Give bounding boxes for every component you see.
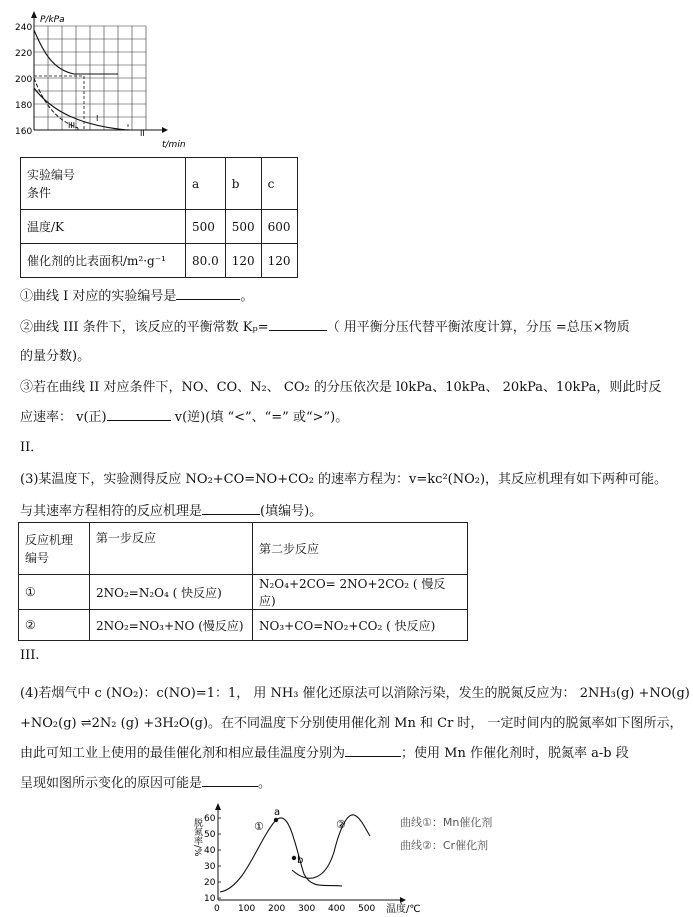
question-line bbox=[20, 406, 348, 425]
x-tick-300: 300 bbox=[298, 904, 316, 914]
question-text: 由此可知工业上使用的最佳催化剂和相应最佳温度分别为 bbox=[20, 746, 346, 761]
y-tick-160: 160 bbox=[15, 127, 33, 137]
y-tick-220: 220 bbox=[15, 49, 33, 59]
cell-a: 500 bbox=[186, 210, 226, 244]
point-b bbox=[292, 856, 296, 860]
header-label-experiment: 实验编号 bbox=[27, 167, 76, 182]
table-row bbox=[21, 210, 298, 244]
y-axis-arrow bbox=[215, 803, 221, 810]
question-text: ①曲线 I 对应的实验编号是 bbox=[20, 289, 177, 304]
table-row bbox=[19, 575, 468, 610]
question-line bbox=[20, 285, 253, 304]
header-cell-b: b bbox=[225, 158, 261, 210]
step1-cell: 2NO₂=NO₃+NO (慢反应) bbox=[90, 610, 253, 641]
chart-grid bbox=[34, 26, 146, 130]
legend-mn: 曲线①：Mn催化剂 bbox=[400, 816, 493, 829]
point-a bbox=[274, 818, 278, 822]
step1-cell: 2NO₂=N₂O₄ ( 快反应) bbox=[90, 575, 253, 610]
table-header-row bbox=[19, 523, 468, 575]
curve-cr bbox=[292, 815, 370, 878]
curve-label-1: ① bbox=[254, 820, 264, 833]
y-tick-40: 40 bbox=[204, 846, 216, 856]
answer-blank[interactable] bbox=[345, 745, 401, 757]
question-line bbox=[20, 316, 630, 335]
cell-c: 120 bbox=[261, 244, 297, 278]
point-label-b: b bbox=[297, 855, 304, 866]
answer-blank[interactable] bbox=[269, 319, 327, 331]
curve-label-2: ② bbox=[336, 818, 346, 831]
answer-blank[interactable] bbox=[176, 288, 240, 300]
curve-label-ii: II bbox=[140, 129, 145, 138]
cell-c: 600 bbox=[261, 210, 297, 244]
question-line: (4)若烟气中 c (NO₂)：c(NO)=1：1， 用 NH₃ 催化还原法可以消除污染，发生的脱氮反应为： 2NH₃(g) +NO(g) bbox=[20, 686, 690, 701]
question-text: (填编号)。 bbox=[260, 504, 323, 519]
question-text: 。 bbox=[240, 289, 254, 304]
y-tick-180: 180 bbox=[15, 101, 33, 111]
header-cell-a: a bbox=[186, 158, 226, 210]
x-tick-200: 200 bbox=[268, 904, 286, 914]
table-header-row bbox=[21, 158, 298, 210]
curve-label-iii: III bbox=[68, 121, 76, 130]
question-line: +NO₂(g) ⇌2N₂ (g) +3H₂O(g)。在不同温度下分别使用催化剂 Mn 和 Cr 时， 一定时间内的脱氮率如下图所示， bbox=[20, 716, 683, 731]
question-text: 呈现如图所示变化的原因可能是 bbox=[20, 776, 203, 791]
step2-cell: N₂O₄+2CO= 2NO+2CO₂ ( 慢反应) bbox=[253, 575, 468, 610]
legend-cr: 曲线②：Cr催化剂 bbox=[400, 839, 489, 852]
question-text: 。 bbox=[258, 776, 272, 791]
y-tick-30: 30 bbox=[204, 862, 216, 872]
x-axis-arrow bbox=[400, 897, 406, 903]
question-line: ③若在曲线 II 对应条件下，NO、CO、N₂、 CO₂ 的分压依次是 l0kPa、10kPa、 20kPa、10kPa，则此时反 bbox=[20, 380, 662, 395]
section-heading: III. bbox=[20, 648, 40, 663]
question-text: 与其速率方程相符的反应机理是 bbox=[20, 504, 203, 519]
question-text: （ 用平衡分压代替平衡浓度计算，分压 =总压×物质 bbox=[326, 320, 630, 335]
y-tick-10: 10 bbox=[204, 894, 216, 904]
y-axis-label: P/kPa bbox=[40, 15, 65, 25]
header-cell-condition bbox=[21, 158, 186, 210]
step2-cell: NO₃+CO=NO₂+CO₂ ( 快反应) bbox=[253, 610, 468, 641]
y-tick-60: 60 bbox=[204, 814, 216, 824]
x-tick-100: 100 bbox=[238, 904, 256, 914]
mechanism-id: ① bbox=[19, 575, 90, 610]
question-text: ；使用 Mn 作催化剂时，脱氮率 a-b 段 bbox=[401, 746, 629, 761]
cell-a: 80.0 bbox=[186, 244, 226, 278]
y-axis-arrow bbox=[31, 11, 37, 18]
question-line bbox=[20, 742, 629, 761]
answer-blank[interactable] bbox=[202, 775, 258, 787]
pressure-time-chart bbox=[12, 8, 212, 154]
answer-blank[interactable] bbox=[107, 409, 171, 421]
y-tick-20: 20 bbox=[204, 878, 216, 888]
mechanism-table bbox=[18, 522, 468, 641]
header-label-mechanism: 反应机理 bbox=[25, 532, 74, 547]
y-axis-label: 脱氮率/% bbox=[192, 818, 202, 857]
row-label: 催化剂的比表面积/m²·g⁻¹ bbox=[21, 244, 186, 278]
header-cell-c: c bbox=[261, 158, 297, 210]
y-tick-200: 200 bbox=[15, 75, 33, 85]
answer-blank[interactable] bbox=[202, 503, 260, 515]
x-tick-0: 0 bbox=[214, 904, 220, 914]
denitrification-chart bbox=[190, 800, 430, 917]
cell-b: 500 bbox=[225, 210, 261, 244]
experiment-table bbox=[20, 157, 298, 278]
question-text: 应速率： v(正) bbox=[20, 410, 107, 425]
header-cell-mechanism bbox=[19, 523, 90, 575]
question-line: 的量分数)。 bbox=[20, 349, 91, 364]
question-line bbox=[20, 500, 322, 519]
header-cell-step1: 第一步反应 bbox=[90, 523, 253, 575]
section-heading: II． bbox=[20, 440, 44, 455]
curve-mn bbox=[220, 818, 342, 892]
curve-ii bbox=[34, 88, 144, 130]
y-tick-240: 240 bbox=[15, 23, 33, 33]
y-tick-50: 50 bbox=[204, 830, 216, 840]
table-row bbox=[21, 244, 298, 278]
curve-label-i: I bbox=[96, 114, 99, 123]
x-axis-label: t/min bbox=[162, 140, 186, 150]
cell-b: 120 bbox=[225, 244, 261, 278]
row-label: 温度/K bbox=[21, 210, 186, 244]
question-text: v(逆)(填 “<”、“=” 或“>”)。 bbox=[170, 410, 349, 425]
question-line bbox=[20, 772, 271, 791]
mechanism-id: ② bbox=[19, 610, 90, 641]
question-line: (3)某温度下，实验测得反应 NO₂+CO=NO+CO₂ 的速率方程为：v=kc²(NO₂)，其反应机理有如下两种可能。 bbox=[20, 472, 668, 487]
header-label-id: 编号 bbox=[25, 550, 50, 565]
header-label-condition: 条件 bbox=[27, 185, 52, 200]
x-tick-500: 500 bbox=[358, 904, 376, 914]
point-label-a: a bbox=[274, 807, 281, 818]
x-tick-400: 400 bbox=[328, 904, 346, 914]
x-axis-label: 温度/℃ bbox=[386, 904, 421, 915]
question-text: ②曲线 III 条件下，该反应的平衡常数 Kₚ= bbox=[20, 320, 269, 335]
header-cell-step2: 第二步反应 bbox=[253, 523, 468, 575]
table-row bbox=[19, 610, 468, 641]
x-axis-arrow bbox=[162, 127, 168, 133]
